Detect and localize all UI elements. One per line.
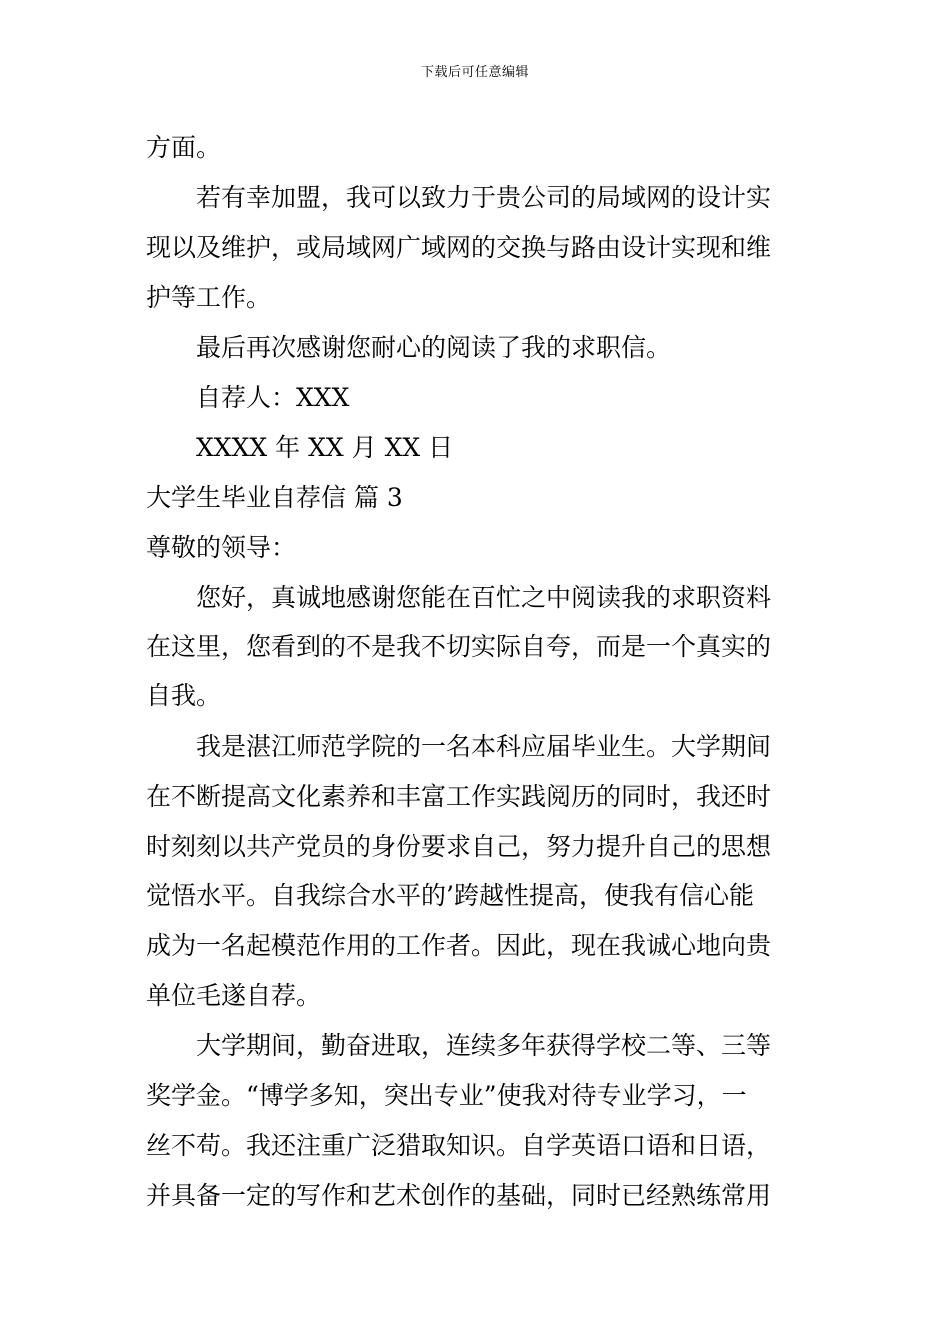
text-line: 并具备一定的写作和艺术创作的基础，同时已经熟练常用 [146, 1181, 772, 1210]
text-line: 护等工作。 [146, 283, 272, 312]
page-header: 下载后可任意编辑 [420, 65, 529, 80]
text-line: 最后再次感谢您耐心的阅读了我的求职信。 [196, 333, 672, 362]
text-line: 您好，真诚地感谢您能在百忙之中阅读我的求职资料 [196, 583, 772, 612]
text-line: 奖学金。“博学多知，突出专业”使我对待专业学习，一 [146, 1081, 747, 1110]
section-title: 大学生毕业自荐信 篇 3 [146, 483, 403, 512]
text-line: 在这里，您看到的不是我不切实际自夸，而是一个真实的 [146, 632, 772, 661]
text-line: 单位毛遂自荐。 [146, 981, 322, 1010]
salutation: 尊敬的领导： [146, 533, 297, 562]
text-line: 觉悟水平。自我综合水平的’跨越性提高，使我有信心能 [146, 881, 754, 910]
text-line: 若有幸加盟，我可以致力于贵公司的局域网的设计实 [196, 183, 772, 212]
text-line: 成为一名起模范作用的工作者。因此，现在我诚心地向贵 [146, 931, 772, 960]
text-line: 大学期间，勤奋进取，连续多年获得学校二等、三等 [196, 1031, 772, 1060]
signature-line: 自荐人：XXX [196, 383, 350, 412]
text-line: 现以及维护，或局域网广域网的交换与路由设计实现和维 [146, 233, 772, 262]
text-line: 在不断提高文化素养和丰富工作实践阅历的同时，我还时 [146, 782, 772, 811]
text-line: 我是湛江师范学院的一名本科应届毕业生。大学期间 [196, 732, 772, 761]
text-line: 时刻刻以共产党员的身份要求自己，努力提升自己的思想 [146, 832, 772, 861]
date-line: XXXX 年 XX 月 XX 日 [196, 433, 454, 462]
text-line: 方面。 [146, 133, 222, 162]
text-line: 丝不苟。我还注重广泛猎取知识。自学英语口语和日语， [146, 1131, 772, 1160]
text-line: 自我。 [146, 681, 222, 710]
